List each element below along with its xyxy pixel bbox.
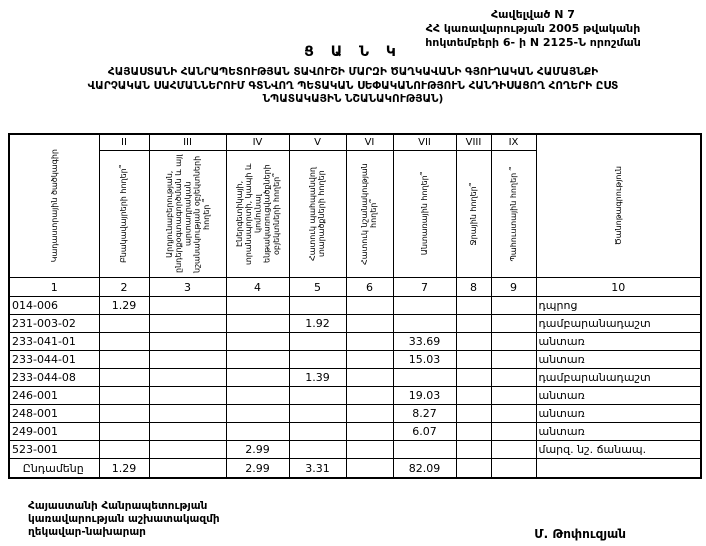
numeral-VIII: VIII (456, 134, 491, 151)
numeral-IV: IV (226, 134, 289, 151)
header-industrial-lands: Արդյունաբերության, ընդերքօգտագործման և այլ արտադրական նշանակության օբյեկտների հողեր ՞ (149, 151, 226, 278)
colnum-10: 10 (536, 278, 701, 297)
colnum-9: 9 (491, 278, 536, 297)
header-special-purpose-lands: Հատուկ նշանակության հողեր՞ (346, 151, 393, 278)
note-cell (536, 459, 701, 479)
numeral-II: II (99, 134, 149, 151)
signatory-line-2: կառավարության աշխատակազմի (28, 513, 220, 526)
cadastral-code: 246-001 (9, 387, 99, 405)
table-row: 233-044-08 1.39 դամբարանադաշտ (9, 369, 701, 387)
cadastral-code: 231-003-02 (9, 315, 99, 333)
total-label: Ընդամենը (9, 459, 99, 479)
numeral-VII: VII (393, 134, 456, 151)
table-row: 248-001 8.27 անտառ (9, 405, 701, 423)
header-note: Ծանոթագրություն (536, 134, 701, 278)
signatory-name: Մ. Թոփուզյան (534, 527, 626, 541)
note-cell: դպրոց (536, 297, 701, 315)
note-cell: դամբարանադաշտ (536, 315, 701, 333)
subtitle-line-2: ՎԱՐՉԱԿԱՆ ՍԱՀՄԱՆՆԵՐՈՒՄ ԳՏՆՎՈՂ ՊԵՏԱԿԱՆ ՍԵՓԱԿԱՆՈՒԹՅՈՒՆ ՀԱՆԴԻՍԱՑՈՂ ՀՈՂԵՐԻ ԸՍՏ (87, 79, 619, 92)
cadastral-code: 233-041-01 (9, 333, 99, 351)
table-row: 249-001 6.07 անտառ (9, 423, 701, 441)
table-row: 523-001 2.99 մարզ. նշ. ճանապ. (9, 441, 701, 459)
table-row: 233-044-01 15.03 անտառ (9, 351, 701, 369)
note-cell: անտառ (536, 423, 701, 441)
cadastral-code: 248-001 (9, 405, 99, 423)
subtitle-line-3: ՆՊԱՏԱԿԱՅԻՆ ՆՇԱՆԱԿՈՒԹՅԱՆ) (262, 93, 444, 106)
header-cadastral-code: Կադաստրային ծածկագիր (9, 134, 99, 278)
note-cell: անտառ (536, 405, 701, 423)
table-row: 233-041-01 33.69 անտառ (9, 333, 701, 351)
colnum-2: 2 (99, 278, 149, 297)
numeral-V: V (289, 134, 346, 151)
table-row: 246-001 19.03 անտառ (9, 387, 701, 405)
annex-line-1: Հավելված N 7 (491, 8, 575, 21)
table-row: 231-003-02 1.92 դամբարանադաշտ (9, 315, 701, 333)
cadastral-code: 014-006 (9, 297, 99, 315)
note-cell: դամբարանադաշտ (536, 369, 701, 387)
signatory-line-1: Հայաստանի Հանրապետության (28, 500, 208, 512)
colnum-1: 1 (9, 278, 99, 297)
column-number-row (9, 278, 701, 297)
numeral-VI: VI (346, 134, 393, 151)
page-title: Ց Ա Ն Կ (304, 44, 402, 60)
signatory-line-3: ղեկավար-նախարար (28, 526, 146, 539)
annex-line-2: ՀՀ կառավարության 2005 թվականի (425, 21, 641, 35)
signatory-title-block (28, 500, 220, 539)
page-subtitle (8, 66, 698, 107)
colnum-6: 6 (346, 278, 393, 297)
total-row: Ընդամենը 1.29 2.99 3.31 82.09 (9, 459, 701, 479)
numeral-IX: IX (491, 134, 536, 151)
header-protected-areas-lands: Հատուկ պահպանվող տարածքների հողեր (289, 151, 346, 278)
colnum-3: 3 (149, 278, 226, 297)
land-category-table (8, 133, 702, 479)
cadastral-code: 233-044-01 (9, 351, 99, 369)
header-settlement-lands: Բնակավայրերի հողեր՞ (99, 151, 149, 278)
header-energy-transport-lands: Էներգետիկայի, տրանսպորտի, կապի և կոմունալ ենթակառուցվածքների օբյեկտների հողեր՞ (226, 151, 289, 278)
header-water-lands: Ջրային հողեր՞ (456, 151, 491, 278)
note-cell: անտառ (536, 351, 701, 369)
header-forest-lands: Անտառային հողեր՞ (393, 151, 456, 278)
colnum-4: 4 (226, 278, 289, 297)
colnum-7: 7 (393, 278, 456, 297)
cadastral-code: 249-001 (9, 423, 99, 441)
header-reserve-lands: Պահուստային հողեր ՞ (491, 151, 536, 278)
cadastral-code: 523-001 (9, 441, 99, 459)
roman-numeral-row (9, 134, 701, 151)
table-row: 014-006 1.29 դպրոց (9, 297, 701, 315)
colnum-8: 8 (456, 278, 491, 297)
note-cell: մարզ. նշ. ճանապ. (536, 441, 701, 459)
note-cell: անտառ (536, 333, 701, 351)
subtitle-line-1: ՀԱՅԱՍՏԱՆԻ ՀԱՆՐԱՊԵՏՈՒԹՅԱՆ ՏԱՎՈՒՇԻ ՄԱՐԶԻ ԾԱՂԿԱՎԱՆԻ ԳՅՈՒՂԱԿԱՆ ՀԱՄԱՅՆՔԻ (107, 66, 599, 78)
numeral-III: III (149, 134, 226, 151)
note-cell: անտառ (536, 387, 701, 405)
colnum-5: 5 (289, 278, 346, 297)
cadastral-code: 233-044-08 (9, 369, 99, 387)
annex-line-3: հոկտեմբերի 6- ի N 2125-Ն որոշման (425, 35, 641, 49)
